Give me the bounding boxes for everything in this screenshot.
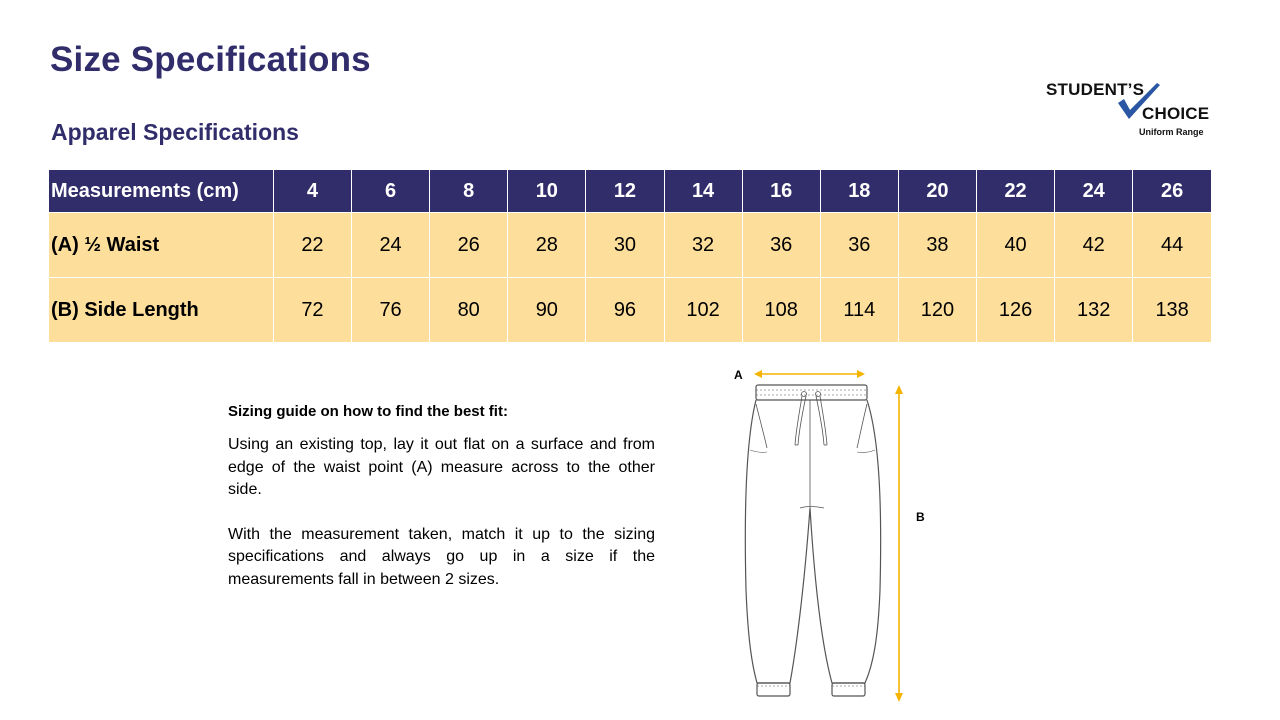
size-header: 4 <box>273 170 351 213</box>
table-cell: 72 <box>273 278 351 343</box>
sizing-guide-paragraph-2: With the measurement taken, match it up to the sizing specifications and always go up in a size if the measurements fall in between 2 sizes. <box>228 525 655 588</box>
table-cell: 138 <box>1133 278 1211 343</box>
table-cell: 90 <box>508 278 586 343</box>
sizing-guide-paragraph-1: Using an existing top, lay it out flat on a surface and from edge of the waist point (A) measure across to the other side. <box>228 436 655 498</box>
table-cell: 26 <box>430 213 508 278</box>
table-cell: 36 <box>742 213 820 278</box>
size-header: 18 <box>820 170 898 213</box>
table-cell: 40 <box>977 213 1055 278</box>
logo-line-choice: CHOICE <box>1142 104 1210 123</box>
pants-outline <box>745 385 880 696</box>
table-cell: 102 <box>664 278 742 343</box>
row-label-waist: (A) ½ Waist <box>49 213 273 278</box>
row-label-side-length: (B) Side Length <box>49 278 273 343</box>
label-a: A <box>734 368 743 382</box>
brand-logo <box>1040 78 1220 142</box>
size-header: 24 <box>1055 170 1133 213</box>
page-subtitle: Apparel Specifications <box>51 119 299 145</box>
table-header-row <box>49 170 1211 213</box>
table-cell: 32 <box>664 213 742 278</box>
size-header: 16 <box>742 170 820 213</box>
sizing-guide <box>228 403 655 613</box>
table-cell: 44 <box>1133 213 1211 278</box>
side-length-arrow <box>895 385 903 702</box>
size-header: 22 <box>977 170 1055 213</box>
size-header: 8 <box>430 170 508 213</box>
table-cell: 96 <box>586 278 664 343</box>
page-title: Size Specifications <box>50 40 371 79</box>
pants-illustration <box>720 360 960 710</box>
sizing-guide-heading: Sizing guide on how to find the best fit: <box>228 403 508 420</box>
table-row-side-length <box>49 278 1211 343</box>
table-cell: 38 <box>898 213 976 278</box>
table-cell: 132 <box>1055 278 1133 343</box>
table-row-waist <box>49 213 1211 278</box>
size-header: 6 <box>352 170 430 213</box>
table-cell: 114 <box>820 278 898 343</box>
size-header: 20 <box>898 170 976 213</box>
size-header: 10 <box>508 170 586 213</box>
label-b: B <box>916 510 925 524</box>
size-header: 14 <box>664 170 742 213</box>
size-spec-table <box>49 170 1211 342</box>
table-cell: 22 <box>273 213 351 278</box>
measurements-header: Measurements (cm) <box>49 170 273 213</box>
logo-line-uniform-range: Uniform Range <box>1139 127 1204 137</box>
table-cell: 76 <box>352 278 430 343</box>
pants-measurement-diagram <box>720 360 960 710</box>
size-header: 26 <box>1133 170 1211 213</box>
table-cell: 126 <box>977 278 1055 343</box>
table-cell: 30 <box>586 213 664 278</box>
table-cell: 108 <box>742 278 820 343</box>
size-header: 12 <box>586 170 664 213</box>
waist-arrow <box>754 370 865 378</box>
table-cell: 36 <box>820 213 898 278</box>
table-cell: 80 <box>430 278 508 343</box>
table-cell: 42 <box>1055 213 1133 278</box>
logo-line-students: STUDENT’S <box>1046 80 1145 99</box>
table-cell: 28 <box>508 213 586 278</box>
table-cell: 120 <box>898 278 976 343</box>
table-cell: 24 <box>352 213 430 278</box>
